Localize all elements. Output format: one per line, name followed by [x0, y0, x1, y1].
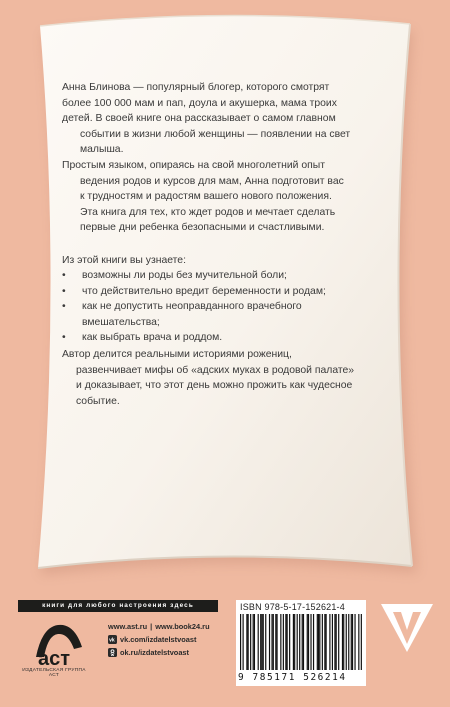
barcode-bar	[253, 614, 254, 670]
barcode-bar	[329, 614, 330, 670]
barcode-bar	[342, 614, 343, 670]
barcode-bar	[269, 614, 270, 670]
barcode-bar	[319, 614, 320, 670]
list-item	[62, 299, 362, 330]
bullet-text: как не допустить неоправданного врачебного	[82, 301, 302, 313]
svg-text:vk: vk	[109, 637, 115, 644]
outro-line: событие.	[76, 395, 120, 407]
publisher-links	[108, 620, 210, 659]
intro-paragraph-1	[62, 80, 362, 158]
barcode-bar	[352, 614, 353, 670]
barcode-bar	[332, 614, 333, 670]
bullet-marker: •	[62, 285, 66, 297]
barcode-bar	[346, 614, 347, 670]
barcode-bar	[308, 614, 309, 670]
outro-line: Автор делится реальными историями рожениц,	[62, 349, 292, 360]
learn-heading	[62, 253, 362, 269]
logo-text: аст	[38, 648, 71, 670]
publisher-caption: ИЗДАТЕЛЬСКАЯ ГРУППА АСТ	[22, 668, 86, 678]
intro-line: ведения родов и курсов для мам, Анна подготовит вас	[80, 175, 344, 187]
isbn-barcode-block	[236, 600, 366, 686]
barcode-bar	[361, 614, 362, 670]
barcode-bar	[260, 614, 261, 670]
barcode-bar	[261, 614, 262, 670]
barcode-bar	[294, 614, 295, 670]
bullet-text: возможны ли роды без мучительной боли;	[82, 270, 287, 281]
intro-line: к трудностям и радостям вашего нового положения.	[80, 191, 332, 203]
intro-paragraph-2	[62, 158, 362, 236]
barcode-bar	[336, 614, 337, 670]
bullet-marker: •	[62, 301, 66, 313]
barcode-bar	[265, 614, 266, 670]
outro-line: развенчивает мифы об «адских муках в родовой палате»	[76, 364, 355, 376]
barcode-bar	[334, 614, 335, 670]
barcode-bar	[273, 614, 274, 670]
bullet-marker: •	[62, 332, 66, 344]
barcode-bar	[289, 614, 290, 670]
barcode-bar	[285, 614, 286, 670]
barcode-bar	[280, 614, 281, 670]
barcode-bar	[310, 614, 311, 670]
barcode-bar	[317, 614, 318, 670]
barcode-bar	[318, 614, 319, 670]
ok-row	[108, 646, 210, 659]
barcode-bar	[243, 614, 244, 670]
barcode-bar	[313, 614, 314, 670]
list-item	[62, 330, 362, 346]
outro-paragraph	[62, 347, 362, 409]
ast-logo	[24, 617, 94, 673]
website-link-ast[interactable]: www.ast.ru	[108, 622, 148, 631]
barcode-bar	[302, 614, 303, 670]
barcode-bar	[240, 614, 241, 670]
intro-line: Анна Блинова — популярный блогер, которого смотрят	[62, 82, 330, 93]
barcode-bar	[248, 614, 249, 670]
intro-line: первые дни ребенка безопасными и счастливыми.	[80, 222, 325, 234]
barcode-bar	[283, 614, 284, 670]
barcode-bar	[275, 614, 276, 670]
list-item	[62, 284, 362, 300]
isbn-number: ISBN 978-5-17-152621-4	[240, 602, 345, 612]
barcode-bar	[351, 614, 352, 670]
v-logo-icon	[379, 600, 435, 656]
websites-row	[108, 620, 210, 633]
intro-line: малыша.	[80, 144, 124, 156]
link-separator: |	[150, 622, 153, 631]
intro-line: Эта книга для тех, кто ждет родов и мечтает сделать	[80, 206, 336, 218]
website-link-book24[interactable]: www.book24.ru	[155, 622, 210, 631]
barcode-bar	[324, 614, 325, 670]
bullet-text: что действительно вредит беременности и родам;	[82, 285, 326, 297]
list-item	[62, 268, 362, 284]
barcode-bar	[271, 614, 272, 670]
barcode-bar	[250, 614, 251, 670]
vk-icon	[108, 635, 117, 644]
ok-icon	[108, 648, 117, 657]
learn-heading-text: Из этой книги вы узнаете:	[62, 255, 186, 266]
vk-row	[108, 633, 210, 646]
barcode-bar	[322, 614, 323, 670]
intro-line: Простым языком, опираясь на свой многолетний опыт	[62, 160, 325, 171]
intro-line: событии в жизни любой женщины — появлении на свет	[80, 128, 351, 140]
barcode-bar	[307, 614, 308, 670]
barcode-bar	[246, 614, 247, 670]
intro-line: более 100 000 мам и пап, доула и акушерка, мама троих	[62, 97, 337, 109]
barcode-number: 9 785171 526214	[238, 672, 347, 683]
bullet-text: как выбрать врача и роддом.	[82, 332, 223, 344]
barcode-bar	[254, 614, 255, 670]
barcode-bar	[293, 614, 294, 670]
barcode-bar	[258, 614, 259, 670]
barcode-bar	[303, 614, 304, 670]
barcode-bar	[348, 614, 349, 670]
barcode-bar	[338, 614, 339, 670]
vk-link[interactable]: vk.com/izdatelstvoast	[120, 635, 197, 644]
barcode-bar	[287, 614, 288, 670]
barcode-bar	[263, 614, 264, 670]
bullet-text: вмешательства;	[82, 316, 160, 328]
barcode-bar	[354, 614, 355, 670]
barcode-bar	[358, 614, 359, 670]
barcode	[240, 614, 362, 672]
barcode-bar	[297, 614, 298, 670]
ok-link[interactable]: ok.ru/izdatelstvoast	[120, 648, 189, 657]
intro-line: детей. В своей книге она рассказывает о самом главном	[62, 113, 336, 125]
bullet-marker: •	[62, 270, 66, 281]
barcode-bar	[326, 614, 327, 670]
barcode-bar	[276, 614, 277, 670]
outro-line: и доказывает, что этот день можно прожить как чудесное	[76, 380, 353, 392]
tagline-banner: книги для любого настроения здесь	[18, 600, 218, 612]
bullet-list	[62, 268, 362, 346]
barcode-bar	[299, 614, 300, 670]
barcode-bar	[343, 614, 344, 670]
